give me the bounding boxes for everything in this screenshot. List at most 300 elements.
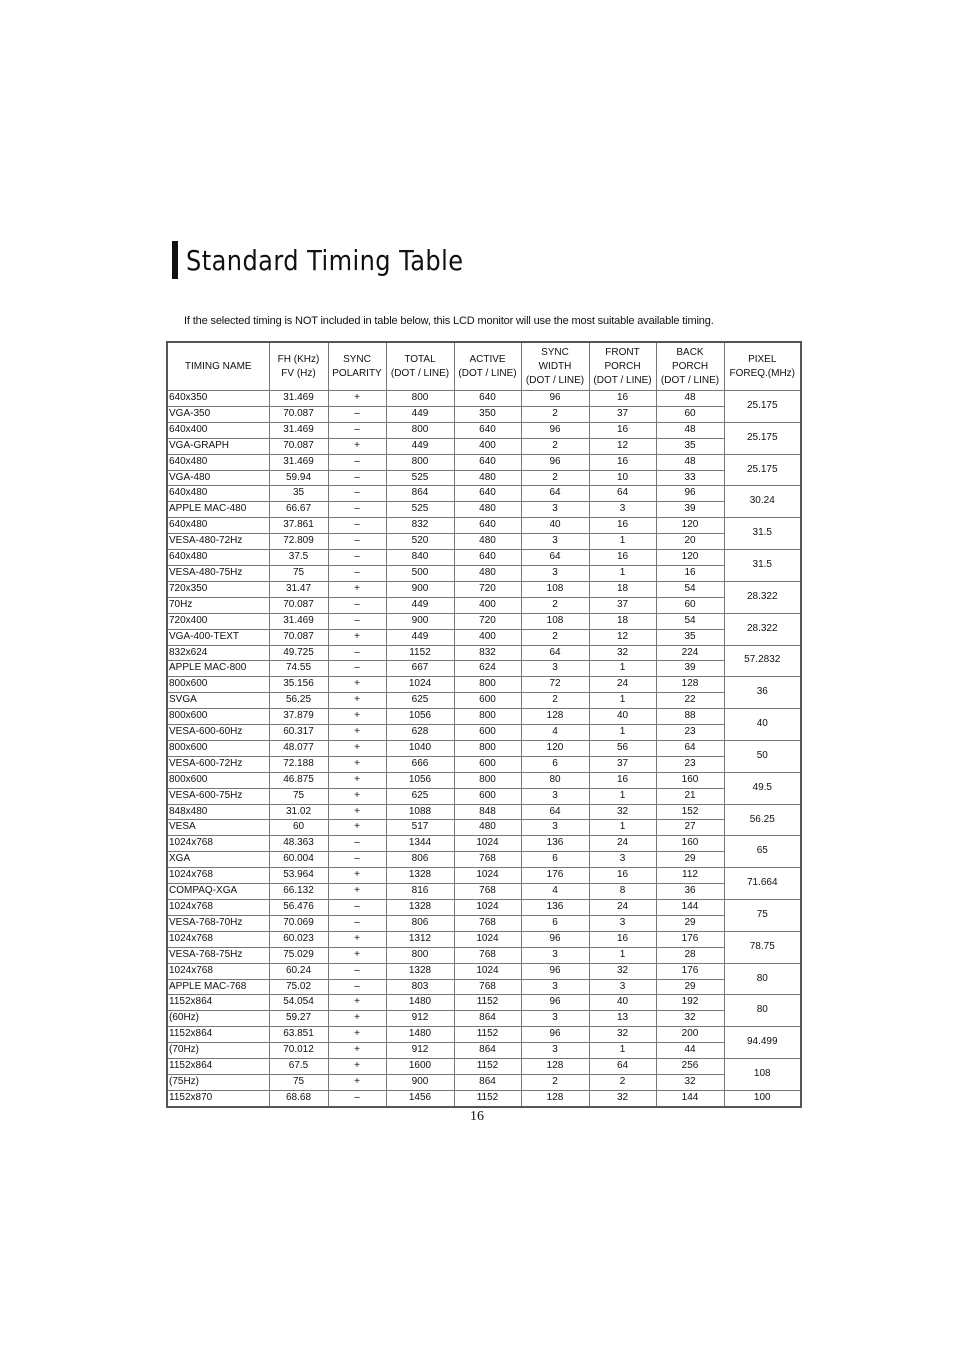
table-row xyxy=(167,820,801,836)
back-porch-cell: 152 xyxy=(656,804,724,820)
pixel-freq-cell: 94.499 xyxy=(724,1027,801,1059)
timing-name-cell: (70Hz) xyxy=(167,1043,269,1059)
table-row xyxy=(167,454,801,470)
total-cell: 800 xyxy=(386,391,454,407)
active-cell: 350 xyxy=(454,406,521,422)
header-line: FRONT xyxy=(605,346,640,358)
front-porch-cell: 16 xyxy=(589,550,656,566)
sync-polarity-cell: + xyxy=(328,629,386,645)
back-porch-cell: 23 xyxy=(656,756,724,772)
active-cell: 1152 xyxy=(454,995,521,1011)
sync-polarity-cell: – xyxy=(328,852,386,868)
sync-polarity-cell: + xyxy=(328,677,386,693)
header-line: (DOT / LINE) xyxy=(660,374,720,386)
timing-name-cell: 640x480 xyxy=(167,486,269,502)
table-row xyxy=(167,438,801,454)
active-cell: 1024 xyxy=(454,836,521,852)
fh-fv-cell: 31.469 xyxy=(269,454,328,470)
back-porch-cell: 35 xyxy=(656,629,724,645)
fh-fv-cell: 70.087 xyxy=(269,406,328,422)
fh-fv-cell: 74.55 xyxy=(269,661,328,677)
total-cell: 449 xyxy=(386,629,454,645)
active-cell: 1024 xyxy=(454,963,521,979)
sync-polarity-cell: – xyxy=(328,406,386,422)
pixel-freq-cell: 75 xyxy=(724,900,801,932)
total-cell: 800 xyxy=(386,454,454,470)
active-cell: 1152 xyxy=(454,1090,521,1106)
timing-name-cell: COMPAQ-XGA xyxy=(167,884,269,900)
active-cell: 864 xyxy=(454,1074,521,1090)
header-line: BACK xyxy=(676,346,704,358)
sync-width-cell: 96 xyxy=(521,963,589,979)
fh-fv-cell: 75 xyxy=(269,565,328,581)
table-row xyxy=(167,1059,801,1075)
front-porch-cell: 2 xyxy=(589,1074,656,1090)
active-cell: 640 xyxy=(454,454,521,470)
fh-fv-cell: 56.25 xyxy=(269,693,328,709)
total-cell: 1480 xyxy=(386,1027,454,1043)
timing-name-cell: 1024x768 xyxy=(167,931,269,947)
fh-fv-cell: 70.087 xyxy=(269,597,328,613)
sync-polarity-cell: + xyxy=(328,756,386,772)
back-porch-cell: 39 xyxy=(656,661,724,677)
front-porch-cell: 3 xyxy=(589,852,656,868)
sync-polarity-cell: – xyxy=(328,963,386,979)
table-row xyxy=(167,422,801,438)
sync-polarity-cell: – xyxy=(328,534,386,550)
active-cell: 640 xyxy=(454,422,521,438)
fh-fv-cell: 70.087 xyxy=(269,438,328,454)
total-cell: 1328 xyxy=(386,868,454,884)
front-porch-cell: 37 xyxy=(589,597,656,613)
sync-polarity-cell: + xyxy=(328,772,386,788)
back-porch-cell: 200 xyxy=(656,1027,724,1043)
table-row xyxy=(167,756,801,772)
sync-width-cell: 64 xyxy=(521,550,589,566)
fh-fv-cell: 56.476 xyxy=(269,900,328,916)
table-row xyxy=(167,804,801,820)
total-cell: 800 xyxy=(386,422,454,438)
sync-width-cell: 64 xyxy=(521,804,589,820)
fh-fv-cell: 35 xyxy=(269,486,328,502)
fh-fv-cell: 59.94 xyxy=(269,470,328,486)
table-row xyxy=(167,1011,801,1027)
front-porch-cell: 3 xyxy=(589,979,656,995)
sync-polarity-cell: – xyxy=(328,915,386,931)
front-porch-cell: 16 xyxy=(589,772,656,788)
sync-polarity-cell: + xyxy=(328,995,386,1011)
timing-name-cell: 800x600 xyxy=(167,772,269,788)
pixel-freq-cell: 25.175 xyxy=(724,422,801,454)
sync-polarity-cell: + xyxy=(328,947,386,963)
sync-width-cell: 3 xyxy=(521,979,589,995)
total-cell: 1088 xyxy=(386,804,454,820)
table-row xyxy=(167,534,801,550)
total-cell: 1344 xyxy=(386,836,454,852)
sync-width-cell: 6 xyxy=(521,756,589,772)
timing-name-cell: 70Hz xyxy=(167,597,269,613)
intro-text: If the selected timing is NOT included in table below, this LCD monitor will use the most suitable available timing. xyxy=(184,315,714,327)
front-porch-cell: 16 xyxy=(589,454,656,470)
front-porch-cell: 18 xyxy=(589,581,656,597)
total-cell: 1600 xyxy=(386,1059,454,1075)
back-porch-cell: 48 xyxy=(656,454,724,470)
table-row xyxy=(167,629,801,645)
pixel-freq-cell: 50 xyxy=(724,740,801,772)
sync-width-cell: 3 xyxy=(521,534,589,550)
sync-polarity-cell: + xyxy=(328,740,386,756)
active-cell: 480 xyxy=(454,534,521,550)
header-line: TIMING NAME xyxy=(184,360,252,372)
fh-fv-cell: 70.087 xyxy=(269,629,328,645)
fh-fv-cell: 66.67 xyxy=(269,502,328,518)
front-porch-cell: 12 xyxy=(589,438,656,454)
front-porch-cell: 16 xyxy=(589,391,656,407)
active-cell: 600 xyxy=(454,756,521,772)
timing-name-cell: 640x400 xyxy=(167,422,269,438)
active-cell: 768 xyxy=(454,852,521,868)
back-porch-cell: 48 xyxy=(656,391,724,407)
table-row xyxy=(167,1043,801,1059)
sync-width-cell: 64 xyxy=(521,486,589,502)
table-row xyxy=(167,518,801,534)
sync-width-cell: 40 xyxy=(521,518,589,534)
front-porch-cell: 37 xyxy=(589,756,656,772)
total-cell: 840 xyxy=(386,550,454,566)
header-line: TOTAL xyxy=(404,353,436,365)
back-porch-cell: 32 xyxy=(656,1011,724,1027)
table-row xyxy=(167,915,801,931)
fh-fv-cell: 48.363 xyxy=(269,836,328,852)
header-line: PIXEL xyxy=(748,353,777,365)
fh-fv-cell: 70.012 xyxy=(269,1043,328,1059)
total-cell: 1328 xyxy=(386,900,454,916)
pixel-freq-cell: 25.175 xyxy=(724,391,801,423)
back-porch-cell: 88 xyxy=(656,709,724,725)
table-row xyxy=(167,868,801,884)
front-porch-cell: 10 xyxy=(589,470,656,486)
fh-fv-cell: 49.725 xyxy=(269,645,328,661)
fh-fv-cell: 53.964 xyxy=(269,868,328,884)
fh-fv-cell: 67.5 xyxy=(269,1059,328,1075)
sync-polarity-cell: + xyxy=(328,884,386,900)
active-cell: 624 xyxy=(454,661,521,677)
header-line: FH (KHz) xyxy=(277,353,320,365)
header-line: SYNC xyxy=(541,346,569,358)
total-cell: 1328 xyxy=(386,963,454,979)
active-cell: 864 xyxy=(454,1043,521,1059)
total-cell: 449 xyxy=(386,597,454,613)
page-number: 16 xyxy=(470,1109,484,1124)
timing-name-cell: 848x480 xyxy=(167,804,269,820)
sync-width-cell: 136 xyxy=(521,900,589,916)
table-row xyxy=(167,581,801,597)
sync-width-cell: 2 xyxy=(521,693,589,709)
pixel-freq-cell: 57.2832 xyxy=(724,645,801,677)
timing-name-cell: 640x480 xyxy=(167,518,269,534)
fh-fv-cell: 35.156 xyxy=(269,677,328,693)
front-porch-cell: 24 xyxy=(589,900,656,916)
back-porch-cell: 192 xyxy=(656,995,724,1011)
active-cell: 768 xyxy=(454,947,521,963)
front-porch-cell: 24 xyxy=(589,677,656,693)
total-cell: 625 xyxy=(386,788,454,804)
back-porch-cell: 54 xyxy=(656,581,724,597)
pixel-freq-cell: 100 xyxy=(724,1090,801,1106)
timing-name-cell: VESA-768-70Hz xyxy=(167,915,269,931)
table-row xyxy=(167,709,801,725)
table-row xyxy=(167,947,801,963)
sync-polarity-cell: + xyxy=(328,1059,386,1075)
active-cell: 400 xyxy=(454,597,521,613)
sync-polarity-cell: – xyxy=(328,1090,386,1106)
fh-fv-cell: 66.132 xyxy=(269,884,328,900)
back-porch-cell: 29 xyxy=(656,915,724,931)
front-porch-cell: 16 xyxy=(589,931,656,947)
sync-polarity-cell: + xyxy=(328,725,386,741)
active-cell: 1024 xyxy=(454,868,521,884)
back-porch-cell: 144 xyxy=(656,900,724,916)
front-porch-cell: 1 xyxy=(589,1043,656,1059)
sync-polarity-cell: – xyxy=(328,597,386,613)
back-porch-cell: 144 xyxy=(656,1090,724,1106)
table-row xyxy=(167,740,801,756)
front-porch-cell: 40 xyxy=(589,709,656,725)
front-porch-cell: 12 xyxy=(589,629,656,645)
sync-width-cell: 2 xyxy=(521,406,589,422)
sync-width-cell: 3 xyxy=(521,820,589,836)
timing-name-cell: VESA-768-75Hz xyxy=(167,947,269,963)
back-porch-cell: 23 xyxy=(656,725,724,741)
active-cell: 480 xyxy=(454,820,521,836)
col-back-porch-header xyxy=(656,342,724,391)
fh-fv-cell: 31.469 xyxy=(269,422,328,438)
timing-name-cell: 640x350 xyxy=(167,391,269,407)
sync-polarity-cell: – xyxy=(328,661,386,677)
front-porch-cell: 1 xyxy=(589,820,656,836)
back-porch-cell: 160 xyxy=(656,772,724,788)
active-cell: 848 xyxy=(454,804,521,820)
back-porch-cell: 176 xyxy=(656,931,724,947)
sync-polarity-cell: – xyxy=(328,518,386,534)
fh-fv-cell: 37.861 xyxy=(269,518,328,534)
fh-fv-cell: 72.188 xyxy=(269,756,328,772)
total-cell: 900 xyxy=(386,581,454,597)
timing-name-cell: 720x400 xyxy=(167,613,269,629)
active-cell: 768 xyxy=(454,915,521,931)
timing-name-cell: 1152x870 xyxy=(167,1090,269,1106)
back-porch-cell: 32 xyxy=(656,1074,724,1090)
sync-width-cell: 72 xyxy=(521,677,589,693)
sync-polarity-cell: + xyxy=(328,820,386,836)
sync-polarity-cell: + xyxy=(328,788,386,804)
fh-fv-cell: 37.879 xyxy=(269,709,328,725)
back-porch-cell: 120 xyxy=(656,550,724,566)
table-row xyxy=(167,1090,801,1106)
pixel-freq-cell: 28.322 xyxy=(724,581,801,613)
fh-fv-cell: 60.004 xyxy=(269,852,328,868)
fh-fv-cell: 63.851 xyxy=(269,1027,328,1043)
front-porch-cell: 1 xyxy=(589,947,656,963)
timing-name-cell: 640x480 xyxy=(167,454,269,470)
back-porch-cell: 256 xyxy=(656,1059,724,1075)
total-cell: 806 xyxy=(386,852,454,868)
back-porch-cell: 64 xyxy=(656,740,724,756)
table-row xyxy=(167,406,801,422)
front-porch-cell: 1 xyxy=(589,788,656,804)
pixel-freq-cell: 31.5 xyxy=(724,518,801,550)
header-line: FOREQ.(MHz) xyxy=(729,367,796,379)
back-porch-cell: 21 xyxy=(656,788,724,804)
front-porch-cell: 32 xyxy=(589,1027,656,1043)
sync-width-cell: 4 xyxy=(521,725,589,741)
active-cell: 1152 xyxy=(454,1027,521,1043)
table-body xyxy=(167,391,801,1107)
fh-fv-cell: 72.809 xyxy=(269,534,328,550)
active-cell: 1024 xyxy=(454,931,521,947)
timing-name-cell: VGA-350 xyxy=(167,406,269,422)
col-active-header xyxy=(454,342,521,391)
col-sync-polarity-header xyxy=(328,342,386,391)
fh-fv-cell: 37.5 xyxy=(269,550,328,566)
timing-name-cell: 640x480 xyxy=(167,550,269,566)
fh-fv-cell: 60 xyxy=(269,820,328,836)
sync-polarity-cell: + xyxy=(328,438,386,454)
sync-polarity-cell: – xyxy=(328,613,386,629)
timing-name-cell: 800x600 xyxy=(167,677,269,693)
table-row xyxy=(167,645,801,661)
sync-width-cell: 3 xyxy=(521,947,589,963)
front-porch-cell: 40 xyxy=(589,995,656,1011)
table-row xyxy=(167,470,801,486)
timing-name-cell: 1152x864 xyxy=(167,1059,269,1075)
timing-name-cell: 720x350 xyxy=(167,581,269,597)
fh-fv-cell: 70.069 xyxy=(269,915,328,931)
timing-name-cell: XGA xyxy=(167,852,269,868)
sync-polarity-cell: + xyxy=(328,581,386,597)
back-porch-cell: 33 xyxy=(656,470,724,486)
table-row xyxy=(167,836,801,852)
front-porch-cell: 1 xyxy=(589,565,656,581)
front-porch-cell: 16 xyxy=(589,422,656,438)
header-line: SYNC xyxy=(343,353,371,365)
back-porch-cell: 35 xyxy=(656,438,724,454)
table-row xyxy=(167,613,801,629)
fh-fv-cell: 60.317 xyxy=(269,725,328,741)
back-porch-cell: 20 xyxy=(656,534,724,550)
col-timing-name-header xyxy=(167,342,269,391)
sync-polarity-cell: – xyxy=(328,470,386,486)
total-cell: 1056 xyxy=(386,772,454,788)
sync-width-cell: 3 xyxy=(521,788,589,804)
back-porch-cell: 60 xyxy=(656,406,724,422)
sync-width-cell: 108 xyxy=(521,613,589,629)
timing-name-cell: 1024x768 xyxy=(167,868,269,884)
sync-width-cell: 80 xyxy=(521,772,589,788)
timing-name-cell: VESA-600-72Hz xyxy=(167,756,269,772)
back-porch-cell: 48 xyxy=(656,422,724,438)
front-porch-cell: 8 xyxy=(589,884,656,900)
total-cell: 800 xyxy=(386,947,454,963)
pixel-freq-cell: 25.175 xyxy=(724,454,801,486)
sync-polarity-cell: – xyxy=(328,422,386,438)
table-row xyxy=(167,852,801,868)
pixel-freq-cell: 71.664 xyxy=(724,868,801,900)
header-line: ACTIVE xyxy=(469,353,506,365)
back-porch-cell: 54 xyxy=(656,613,724,629)
front-porch-cell: 16 xyxy=(589,518,656,534)
total-cell: 517 xyxy=(386,820,454,836)
active-cell: 1024 xyxy=(454,900,521,916)
back-porch-cell: 96 xyxy=(656,486,724,502)
front-porch-cell: 32 xyxy=(589,804,656,820)
total-cell: 520 xyxy=(386,534,454,550)
sync-width-cell: 96 xyxy=(521,454,589,470)
back-porch-cell: 128 xyxy=(656,677,724,693)
total-cell: 806 xyxy=(386,915,454,931)
total-cell: 864 xyxy=(386,486,454,502)
fh-fv-cell: 54.054 xyxy=(269,995,328,1011)
back-porch-cell: 16 xyxy=(656,565,724,581)
table-row xyxy=(167,788,801,804)
sync-width-cell: 136 xyxy=(521,836,589,852)
sync-width-cell: 128 xyxy=(521,709,589,725)
sync-width-cell: 120 xyxy=(521,740,589,756)
col-front-porch-header xyxy=(589,342,656,391)
fh-fv-cell: 31.469 xyxy=(269,613,328,629)
front-porch-cell: 1 xyxy=(589,693,656,709)
pixel-freq-cell: 78.75 xyxy=(724,931,801,963)
page-title: Standard Timing Table xyxy=(186,243,464,277)
total-cell: 449 xyxy=(386,406,454,422)
timing-name-cell: 1024x768 xyxy=(167,963,269,979)
sync-polarity-cell: – xyxy=(328,550,386,566)
sync-width-cell: 108 xyxy=(521,581,589,597)
total-cell: 912 xyxy=(386,1043,454,1059)
front-porch-cell: 13 xyxy=(589,1011,656,1027)
fh-fv-cell: 31.47 xyxy=(269,581,328,597)
back-porch-cell: 27 xyxy=(656,820,724,836)
pixel-freq-cell: 30.24 xyxy=(724,486,801,518)
back-porch-cell: 120 xyxy=(656,518,724,534)
back-porch-cell: 224 xyxy=(656,645,724,661)
fh-fv-cell: 68.68 xyxy=(269,1090,328,1106)
active-cell: 400 xyxy=(454,438,521,454)
table-row xyxy=(167,963,801,979)
active-cell: 720 xyxy=(454,581,521,597)
back-porch-cell: 36 xyxy=(656,884,724,900)
timing-name-cell: 832x624 xyxy=(167,645,269,661)
col-total-header xyxy=(386,342,454,391)
table-row xyxy=(167,995,801,1011)
sync-width-cell: 2 xyxy=(521,438,589,454)
front-porch-cell: 32 xyxy=(589,963,656,979)
header-line: FV (Hz) xyxy=(281,367,316,379)
table-header-row xyxy=(167,342,801,391)
col-fh-fv-header xyxy=(269,342,328,391)
back-porch-cell: 28 xyxy=(656,947,724,963)
table-row xyxy=(167,693,801,709)
active-cell: 480 xyxy=(454,470,521,486)
sync-width-cell: 128 xyxy=(521,1059,589,1075)
timing-table xyxy=(166,341,802,1108)
table-row xyxy=(167,597,801,613)
back-porch-cell: 112 xyxy=(656,868,724,884)
table-row xyxy=(167,677,801,693)
header-line: (DOT / LINE) xyxy=(525,374,585,386)
total-cell: 525 xyxy=(386,502,454,518)
pixel-freq-cell: 31.5 xyxy=(724,550,801,582)
